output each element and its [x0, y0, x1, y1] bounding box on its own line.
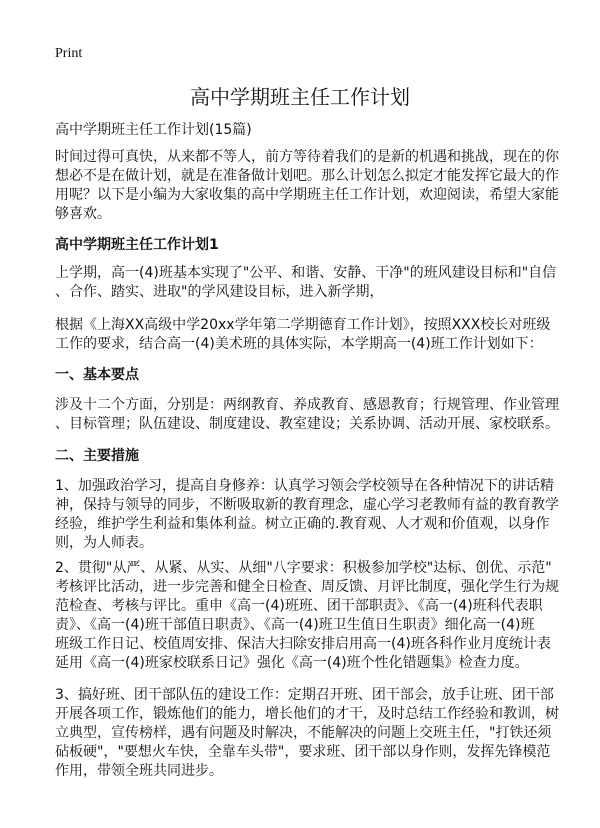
text-line: 立典型，宣传榜样，遇有问题及时解决，不能解决的问题上交班主任，"打铁还须: [55, 725, 552, 741]
text-line: 、目标管理；队伍建设、制度建设、教室建设；关系协调、活动开展、家校联系。: [55, 416, 559, 432]
text-line: 想必不是在做计划，就是在准备做计划吧。那么计划怎么拟定才能发挥它最大的作: [55, 168, 559, 184]
text-line: 时间过得可真快，从来都不等人，前方等待着我们的是新的机遇和挑战，现在的你: [55, 149, 559, 165]
paragraph: [55, 686, 559, 781]
text-line: 用呢？以下是小编为大家收集的高中学期班主任工作计划，欢迎阅读，希望大家能: [55, 187, 559, 203]
text-line: 根据《上海XX高级中学20xx学年第二学期德育工作计划》，按照XXX校长对班级: [55, 317, 551, 333]
paragraph: [55, 396, 559, 434]
text-line: 涉及十二个方面，分别是：两纲教育、养成教育、感恩教育；行规管理、作业管理: [55, 397, 559, 413]
text-line: 则，为人师表。: [55, 535, 153, 551]
text-line: 工作的要求，结合高一(4)美术班的具体实际，本学期高一(4)班工作计划如下：: [55, 336, 543, 352]
text-line: 考核评比活动，进一步完善和健全日检查、周反馈、月评比制度，强化学生行为规: [55, 579, 559, 595]
text-line: 神，保持与领导的同步，不断吸取新的教育理念，虚心学习老教师有益的教育教学: [55, 497, 559, 513]
text-line: 延用《高一(4)班家校联系日记》强化《高一(4)班个性化错题集》检查力度。: [55, 655, 529, 671]
text-line: 3、搞好班、团干部队伍的建设工作：定期召开班、团干部会，放手让班、团干部: [55, 687, 554, 703]
document-title: 高中学期班主任工作计划: [190, 85, 410, 109]
paragraph: [55, 316, 550, 354]
text-line: 砧板硬"，"要想火车快，全靠车头带"，要求班、团干部以身作则，发挥先锋模范: [55, 744, 551, 760]
text-line: 经验，维护学生利益和集体利益。树立正确的.教育观、人才观和价值观，以身作: [55, 516, 550, 532]
text-line: 责》、《高一(4)班干部值日职责》、《高一(4)班卫生值日生职责》细化高一(4)班: [55, 617, 535, 633]
text-line: 上学期，高一(4)班基本实现了"公平、和谐、安静、干净"的班风建设目标和"自信: [55, 265, 557, 281]
paragraph: [55, 148, 559, 224]
text-line: 1、加强政治学习，提高自身修养：认真学习领会学校领导在各种情况下的讲话精: [55, 478, 554, 494]
section-heading: [55, 366, 139, 385]
text-line: 、合作、踏实、进取"的学风建设目标，进入新学期，: [55, 284, 384, 300]
section-heading: [55, 447, 139, 466]
text-line: 范检查、考核与评比。重申《高一(4)班班、团干部职责》、《高一(4)班科代表职: [55, 598, 543, 614]
text-line: 够喜欢。: [55, 206, 111, 222]
text-line: 二、主要措施: [55, 448, 139, 464]
paragraph: [55, 477, 559, 553]
print-link[interactable]: Print: [55, 46, 83, 61]
paragraph: [55, 121, 252, 140]
text-line: 2、贯彻"从严、从紧、从实、从细"八字要求：积极参加学校"达标、创优、示范": [55, 560, 552, 576]
text-line: 一、基本要点: [55, 367, 139, 383]
paragraph: [55, 559, 559, 673]
section-heading: [55, 236, 219, 255]
text-line: 高中学期班主任工作计划1: [55, 237, 219, 253]
text-line: 班级工作日记、校值周安排、保洁大扫除安排启用高一(4)班各科作业月度统计表: [55, 636, 551, 652]
text-line: 作用，带领全班共同进步。: [55, 763, 223, 779]
paragraph: [55, 264, 556, 302]
text-line: 开展各项工作，锻炼他们的能力，增长他们的才干，及时总结工作经验和教训，树: [55, 706, 559, 722]
text-line: 高中学期班主任工作计划(15篇): [55, 122, 252, 138]
